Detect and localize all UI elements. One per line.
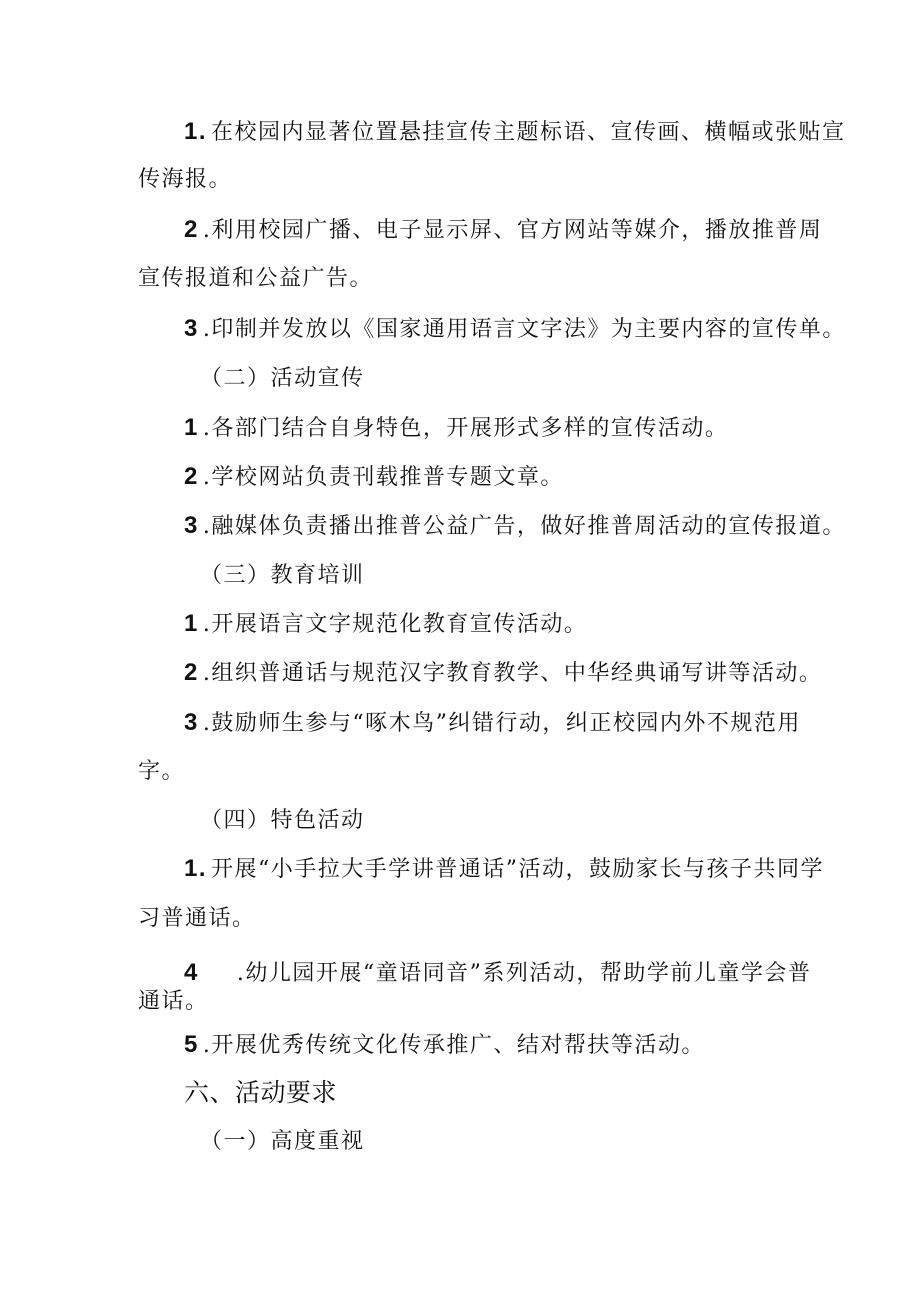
item-text: 在校园内显著位置悬挂宣传主题标语、宣传画、横幅或张贴宣 (211, 120, 846, 145)
item-6-line (184, 511, 844, 542)
item-text: .融媒体负责播出推普公益广告，做好推普周活动的宣传报道。 (202, 514, 846, 539)
item-number: 1. (184, 855, 208, 882)
item-text: .利用校园广播、电子显示屏、官方网站等媒介，播放推普周 (202, 218, 823, 243)
item-number: 5 (184, 1031, 199, 1058)
item-number: 2 (184, 659, 199, 686)
item-2-line-2: 宣传报道和公益广告。 (138, 266, 374, 291)
item-text: .幼儿园开展“童语同音”系列活动，帮助学前儿童学会普 (236, 961, 812, 986)
item-10-line-2: 习普通话。 (138, 906, 256, 931)
item-text: .开展优秀传统文化传承推广、结对帮扶等活动。 (202, 1033, 705, 1058)
item-text: .鼓励师生参与“啄木鸟”纠错行动，纠正校园内外不规范用 (202, 711, 801, 736)
item-number: 2 (184, 216, 199, 243)
section-heading-requirements: 六、活动要求 (184, 1079, 338, 1107)
section-subtitle-special: （四）特色活动 (200, 808, 365, 833)
item-1-line-2: 传海报。 (138, 167, 233, 192)
section-subtitle-training: （三）教育培训 (200, 563, 365, 588)
item-number: 1. (184, 118, 208, 145)
item-text: .组织普通话与规范汉字教育教学、中华经典诵写讲等活动。 (202, 661, 823, 686)
item-9-line-1 (184, 708, 844, 739)
item-10-line-1 (184, 854, 844, 885)
item-4-line (184, 413, 844, 444)
item-3-line (184, 314, 844, 345)
item-text: .开展语言文字规范化教育宣传活动。 (202, 612, 588, 637)
item-number: 1 (184, 414, 199, 441)
section-subtitle-attention: （一）高度重视 (200, 1129, 365, 1154)
item-number: 4 (184, 959, 199, 986)
item-11-line-2: 通话。 (138, 989, 209, 1014)
item-text: .各部门结合自身特色，开展形式多样的宣传活动。 (202, 416, 729, 441)
item-1-line-1 (184, 117, 844, 148)
item-12-line (184, 1030, 844, 1061)
item-text: 开展“小手拉大手学讲普通话”活动，鼓励家长与孩子共同学 (211, 857, 825, 882)
item-number: 3 (184, 512, 199, 539)
item-5-line (184, 462, 844, 493)
item-number: 1 (184, 610, 199, 637)
section-subtitle-publicity: （二）活动宣传 (200, 366, 365, 391)
item-number: 3 (184, 315, 199, 342)
item-2-line-1 (184, 215, 844, 246)
item-7-line (184, 609, 844, 640)
item-text: .学校网站负责刊载推普专题文章。 (202, 465, 564, 490)
item-8-line (184, 658, 844, 689)
item-text: .印制并发放以《国家通用语言文字法》为主要内容的宣传单。 (202, 317, 846, 342)
item-11-line-1 (184, 958, 844, 989)
item-9-line-2: 字。 (138, 759, 186, 784)
item-number: 3 (184, 709, 199, 736)
item-number: 2 (184, 463, 199, 490)
